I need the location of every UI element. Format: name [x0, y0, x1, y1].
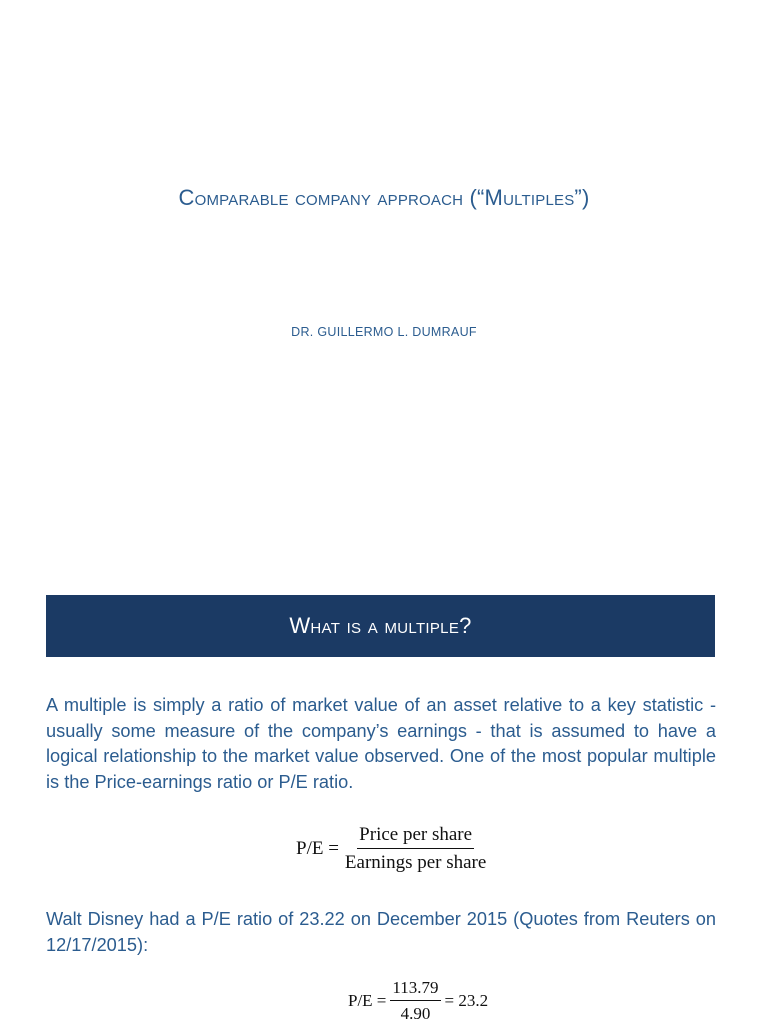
pe-formula-fraction [343, 824, 488, 874]
pe-formula-numerator: Price per share [357, 824, 474, 849]
section-heading: What is a multiple? [289, 613, 472, 638]
disney-pe-lhs: P/E = [348, 991, 387, 1010]
paragraph-definition: A multiple is simply a ratio of market value of an asset relative to a key statistic - usually some measure of the company’s earnings - that is assumed to have a logical relationship to the market value observed. One of the most popular multiple is the Price-earnings ratio or P/E ratio. [46, 695, 716, 792]
disney-pe-denominator: 4.90 [400, 1004, 431, 1023]
disney-pe-fraction [390, 978, 440, 1024]
pe-formula-lhs: P/E = [296, 838, 339, 859]
pe-formula [296, 824, 492, 874]
paragraph-example: Walt Disney had a P/E ratio of 23.22 on December 2015 (Quotes from Reuters on 12/17/2015): [46, 909, 716, 955]
disney-pe-numerator: 113.79 [390, 978, 440, 1001]
disney-pe-formula [348, 978, 488, 1024]
disney-pe-result: = 23.2 [444, 991, 489, 1010]
pe-formula-denominator: Earnings per share [344, 852, 487, 873]
document-title: Comparable company approach (“Multiples”) [178, 185, 590, 210]
section-banner [46, 595, 715, 657]
author-name: DR. GUILLERMO L. DUMRAUF [291, 325, 477, 339]
